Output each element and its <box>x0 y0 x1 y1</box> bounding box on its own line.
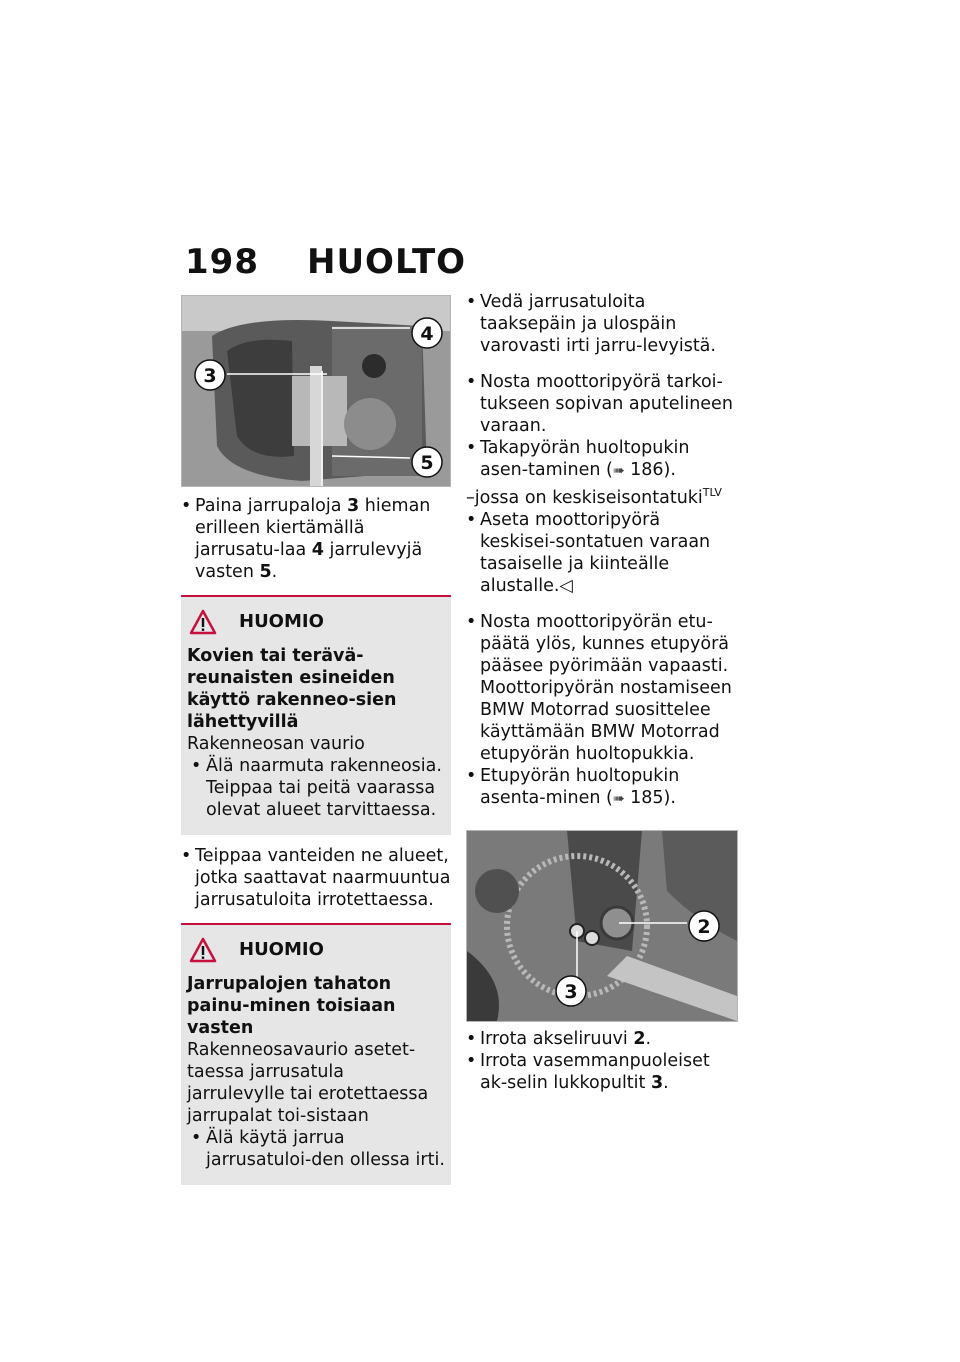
notice-instruction: • Älä naarmuta rakenneosia. Teippaa tai peitä vaarassa olevat alueet tarvittaessa. <box>187 755 445 821</box>
step-remove-axle-bolts: • Irrota vasemmanpuoleiset ak-selin lukkopultit 3. <box>466 1050 741 1094</box>
svg-text:2: 2 <box>697 915 711 938</box>
right-column <box>466 291 741 1094</box>
svg-text:4: 4 <box>420 323 434 345</box>
notice-sharp-objects <box>181 595 451 835</box>
condition-center-stand: –jossa on keskiseisontatuki$^{TLV}$ <box>466 486 722 508</box>
step-remove-axle-screw: • Irrota akseliruuvi 2. <box>466 1028 741 1050</box>
notice-consequence: Rakenneosan vaurio <box>187 734 365 754</box>
svg-text:3: 3 <box>203 365 217 387</box>
svg-text:3: 3 <box>564 980 578 1003</box>
step-front-stand: • Etupyörän huoltopukin asenta-minen (➠ 185). <box>466 765 741 810</box>
notice-title: HUOMIO <box>239 611 324 632</box>
page-number: 198 <box>185 242 259 282</box>
notice-consequence: Rakenneosavaurio asetet-taessa jarrusatula jarrulevylle tai erotettaessa jarrupalat toi-sistaan <box>187 1040 429 1126</box>
front-axle-figure <box>466 830 738 1022</box>
tlv-tag: TLV <box>702 486 722 499</box>
notice-title: HUOMIO <box>239 939 324 960</box>
reference-arrow-icon: ➠ <box>612 463 625 479</box>
step-tape-rims: • Teippaa vanteiden ne alueet, jotka saattavat naarmuuntua jarrusatuloita irrotettaessa. <box>181 845 451 911</box>
step-lift-front: • Nosta moottoripyörän etu-päätä ylös, kunnes etupyörä pääsee pyörimään vapaasti. Moottoripyörän nostamiseen BMW Motorrad suosittelee käyttämään BMW Motorrad etupyörän huoltopukkia. <box>466 611 741 765</box>
step-center-stand: • Aseta moottoripyörä keskisei-sontatuen varaan tasaiselle ja kiinteälle alustalle.◁ <box>466 509 741 597</box>
step-lift-motorcycle: • Nosta moottoripyörä tarkoi-tukseen sopivan aputelineen varaan. <box>466 371 741 437</box>
callout-3 <box>556 976 586 1006</box>
section-title: HUOLTO <box>306 242 467 282</box>
notice-heading: Kovien tai teräväreunaisten esineiden käyttö rakenneo-sien lähettyvillä <box>187 646 397 732</box>
notice-heading: Jarrupalojen tahaton painu-minen toisiaan vasten <box>187 974 396 1038</box>
warning-triangle-icon <box>189 937 217 963</box>
notice-instruction: • Älä käytä jarrua jarrusatuloi-den ollessa irti. <box>187 1127 445 1171</box>
left-column <box>181 295 451 1195</box>
callout-3 <box>195 360 225 390</box>
warning-triangle-icon <box>189 609 217 635</box>
step-press-pads: • Paina jarrupaloja 3 hieman erilleen kiertämällä jarrusatu-laa 4 jarrulevyjä vasten 5. <box>181 495 451 583</box>
reference-arrow-icon: ➠ <box>612 790 625 807</box>
callout-4 <box>412 318 442 348</box>
callout-2 <box>689 911 719 941</box>
brake-caliper-figure <box>181 295 451 487</box>
notice-brake-pads <box>181 923 451 1185</box>
step-rear-stand: • Takapyörän huoltopukin asen-taminen (➠ 186). <box>466 437 741 482</box>
svg-text:5: 5 <box>420 452 434 474</box>
page-header <box>185 242 466 282</box>
step-pull-calipers: • Vedä jarrusatuloita taaksepäin ja ulospäin varovasti irti jarru-levyistä. <box>466 291 741 357</box>
callout-5 <box>412 447 442 477</box>
